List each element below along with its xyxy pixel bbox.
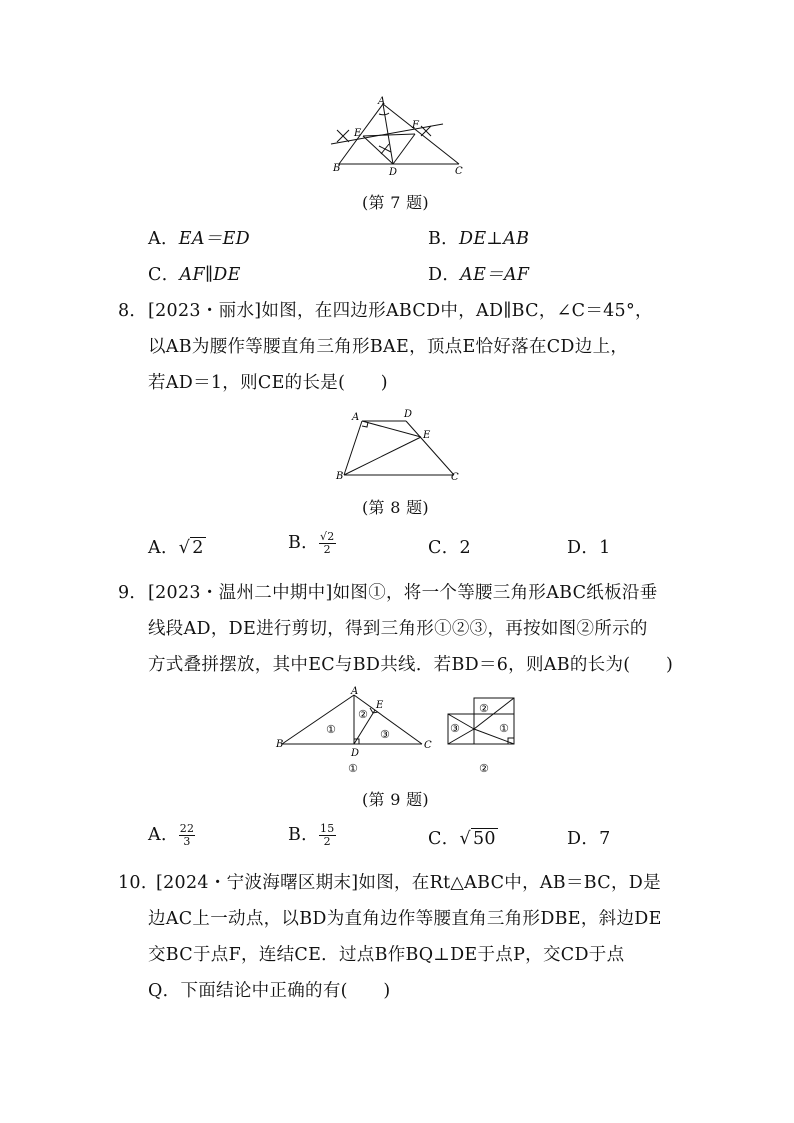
q8-option-c: C．2 <box>428 538 471 558</box>
q7-option-d: D．AE＝AF <box>428 265 530 285</box>
q8-line-3: 若AD＝1，则CE的长是( ) <box>148 373 388 393</box>
q8-label-A: A <box>352 412 360 423</box>
q9-fig2-piece-2: ② <box>479 702 489 715</box>
q7-label-C: C <box>455 166 463 177</box>
q9-fig1-piece-1: ① <box>326 723 336 736</box>
q10-line-2: 边AC上一动点，以BD为直角边作等腰直角三角形DBE，斜边DE <box>148 909 662 929</box>
q9-line-3: 方式叠拼摆放，其中EC与BD共线．若BD＝6，则AB的长为( ) <box>148 655 674 675</box>
q9-caption: (第 9 题) <box>362 790 429 809</box>
q8-label-C: C <box>451 472 459 483</box>
q9-fig1-caption: ① <box>348 762 358 775</box>
q9-label-B: B <box>276 739 284 750</box>
q7-figure <box>325 92 475 182</box>
q8-label-B: B <box>336 471 344 482</box>
q9-option-d: D．7 <box>567 829 611 849</box>
q9-fig2-piece-3: ③ <box>450 722 460 735</box>
q8-caption: (第 8 题) <box>362 498 429 517</box>
q9-figure <box>272 684 528 778</box>
q9-line-1: [2023・温州二中期中]如图①，将一个等腰三角形ABC纸板沿垂 <box>148 583 658 603</box>
q7-label-E: E <box>354 128 362 139</box>
q9-fig1-piece-3: ③ <box>380 728 390 741</box>
q9-option-b: B． $\frac{15}{2}$ <box>288 822 335 848</box>
q8-line-1: [2023・丽水]如图，在四边形ABCD中，AD∥BC，∠C＝45°， <box>148 301 653 321</box>
q7-option-b: B．DE⊥AB <box>428 229 530 249</box>
q7-label-B: B <box>333 163 341 174</box>
q8-figure <box>330 403 470 483</box>
q7-label-F: F <box>412 120 419 131</box>
q9-label-C: C <box>424 740 432 751</box>
q9-option-a: A． $\frac{22}{3}$ <box>148 822 195 848</box>
q9-fig2-piece-1: ① <box>499 722 509 735</box>
q9-fig1-piece-2: ② <box>358 708 368 721</box>
q8-option-a: A．√ 2 <box>148 538 204 558</box>
q7-caption: (第 7 题) <box>362 193 429 212</box>
q7-label-D: D <box>389 167 398 178</box>
q10-line-1: [2024・宁波海曙区期末]如图，在Rt△ABC中，AB＝BC，D是 <box>156 873 661 893</box>
q10-line-3: 交BC于点F，连结CE．过点B作BQ⊥DE于点P，交CD于点 <box>148 945 625 965</box>
q8-option-d: D．1 <box>567 538 611 558</box>
q7-option-a: A．EA＝ED <box>148 229 250 249</box>
q9-option-c: C．√ 50 <box>428 829 496 849</box>
q9-number: 9． <box>118 583 148 603</box>
q9-line-2: 线段AD，DE进行剪切，得到三角形①②③，再按如图②所示的 <box>148 619 648 639</box>
q8-line-2: 以AB为腰作等腰直角三角形BAE，顶点E恰好落在CD边上， <box>148 337 629 357</box>
q10-number: 10． <box>118 873 159 893</box>
q9-label-D: D <box>351 748 360 759</box>
q7-label-A: A <box>378 96 386 107</box>
q10-line-4: Q．下面结论中正确的有( ) <box>148 981 391 1001</box>
q8-label-E: E <box>423 430 431 441</box>
q8-number: 8． <box>118 301 148 321</box>
q9-fig2-caption: ② <box>479 762 489 775</box>
q8-option-b: B． $\frac{√2}{2}$ <box>288 530 335 556</box>
q9-label-E: E <box>376 700 384 711</box>
q8-label-D: D <box>404 409 413 420</box>
q9-label-A: A <box>351 686 359 697</box>
q7-option-c: C．AF∥DE <box>148 265 241 285</box>
